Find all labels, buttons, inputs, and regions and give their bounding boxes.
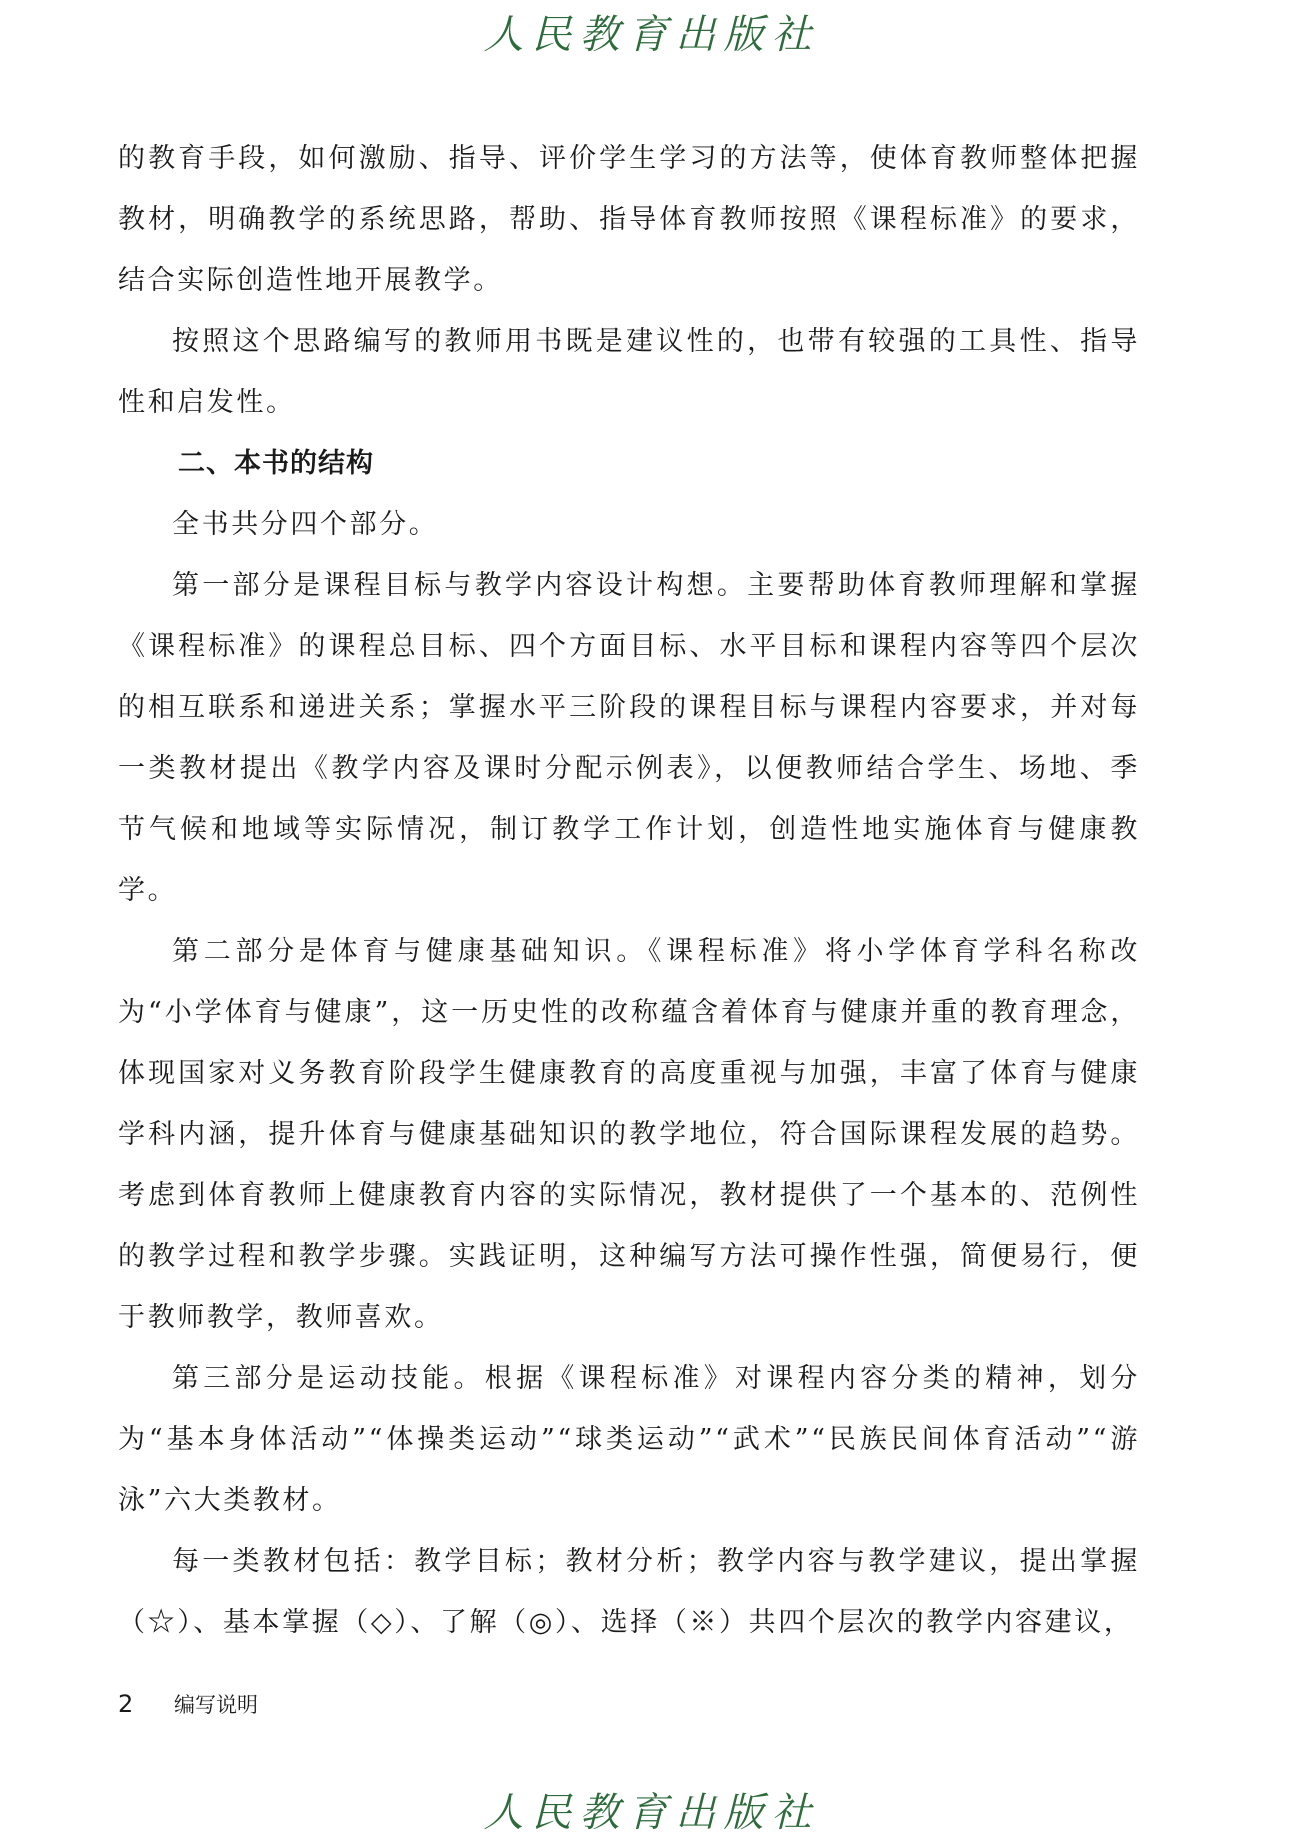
paragraph: 第二部分是体育与健康基础知识。《课程标准》将小学体育学科名称改为“小学体育与健康”，这一历史性的改称蕴含着体育与健康并重的教育理念，体现国家对义务教育阶段学生健康教育的高度重视与加强，丰富了体育与健康学科内涵，提升体育与健康基础知识的教学地位，符合国际课程发展的趋势。考虑到体育教师上健康教育内容的实际情况，教材提供了一个基本的、范例性的教学过程和教学步骤。实践证明，这种编写方法可操作性强，简便易行，便于教师教学，教师喜欢。 bbox=[118, 936, 1140, 1333]
page-number: 2 bbox=[118, 1690, 134, 1718]
publisher-logo-top: 人民教育出版社 bbox=[483, 12, 820, 58]
paragraph: 全书共分四个部分。 bbox=[172, 509, 439, 540]
page-body bbox=[118, 128, 1140, 1653]
paragraph: 按照这个思路编写的教师用书既是建议性的，也带有较强的工具性、指导性和启发性。 bbox=[118, 326, 1140, 418]
section-heading: 二、本书的结构 bbox=[178, 448, 374, 479]
paragraph: 第一部分是课程目标与教学内容设计构想。主要帮助体育教师理解和掌握《课程标准》的课程总目标、四个方面目标、水平目标和课程内容等四个层次的相互联系和递进关系；掌握水平三阶段的课程目标与课程内容要求，并对每一类教材提出《教学内容及课时分配示例表》，以便教师结合学生、场地、季节气候和地域等实际情况，制订教学工作计划，创造性地实施体育与健康教学。 bbox=[118, 570, 1140, 906]
publisher-logo-bottom: 人民教育出版社 bbox=[483, 1790, 820, 1836]
footer-section-title: 编写说明 bbox=[174, 1693, 258, 1717]
paragraph-continued: 的教育手段，如何激励、指导、评价学生学习的方法等，使体育教师整体把握教材，明确教学的系统思路，帮助、指导体育教师按照《课程标准》的要求，结合实际创造性地开展教学。 bbox=[118, 143, 1140, 296]
page-footer bbox=[118, 1690, 258, 1719]
paragraph: 第三部分是运动技能。根据《课程标准》对课程内容分类的精神，划分为“基本身体活动”“体操类运动”“球类运动”“武术”“民族民间体育活动”“游泳”六大类教材。 bbox=[118, 1363, 1140, 1516]
paragraph: 每一类教材包括：教学目标；教材分析；教学内容与教学建议，提出掌握（☆）、基本掌握（◇）、了解（◎）、选择（※）共四个层次的教学内容建议， bbox=[118, 1546, 1140, 1638]
